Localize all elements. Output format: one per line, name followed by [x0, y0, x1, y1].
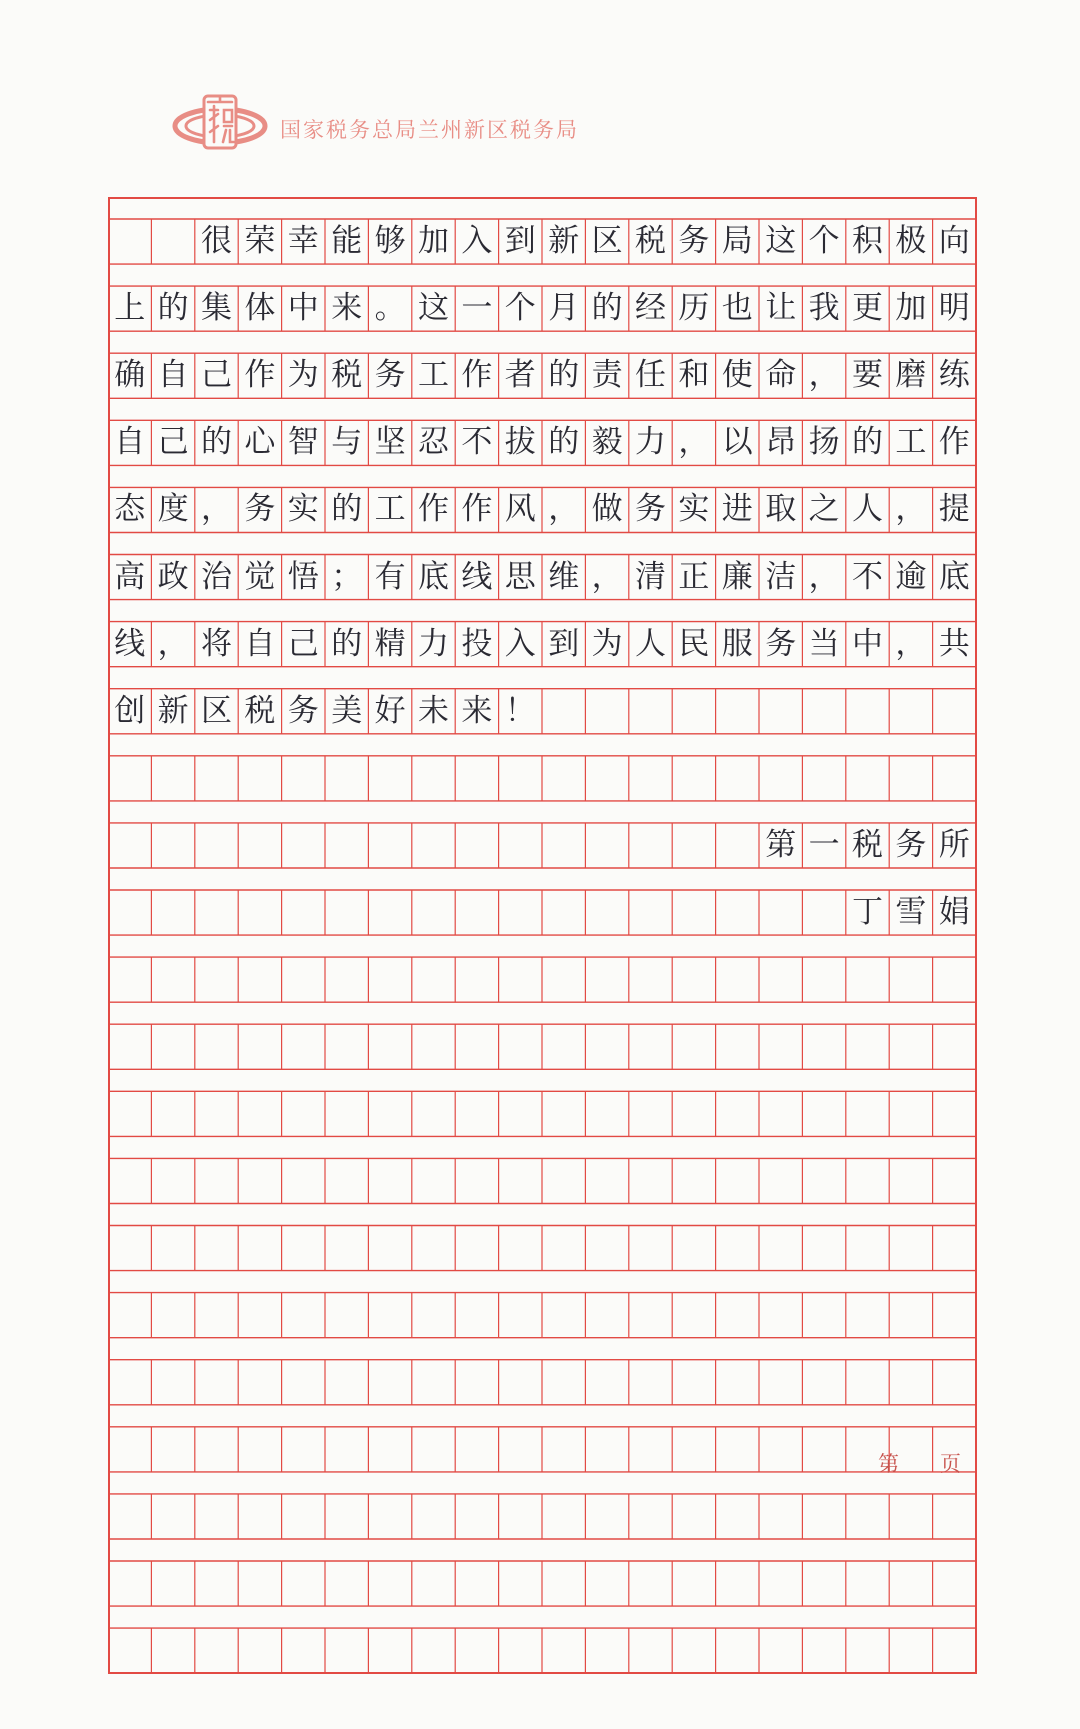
- character-cell: 扬: [808, 424, 840, 461]
- character-cell: 使: [721, 357, 753, 394]
- character-cell: 度: [157, 491, 189, 528]
- character-cell: 当: [808, 625, 840, 662]
- character-cell: 思: [504, 558, 536, 595]
- character-cell: 底: [417, 558, 449, 595]
- character-cell: 的: [331, 491, 363, 528]
- character-cell: 未: [417, 692, 449, 729]
- character-cell: 极: [895, 223, 927, 259]
- character-cell: 的: [591, 290, 623, 327]
- character-cell: 态: [114, 491, 146, 528]
- character-cell: 精: [374, 625, 406, 662]
- character-cell: 到: [504, 223, 536, 259]
- character-cell: 觉: [244, 558, 276, 595]
- character-cell: 己: [200, 357, 232, 394]
- character-cell: 上: [114, 290, 146, 327]
- character-cell: 悟: [287, 558, 319, 595]
- text-line: [108, 734, 976, 801]
- character-cell: 忍: [417, 424, 449, 461]
- character-cell: 拔: [504, 424, 536, 461]
- character-cell: 不: [461, 424, 493, 461]
- character-cell: 务: [244, 491, 276, 528]
- character-cell: 工: [417, 357, 449, 394]
- page-label-prefix: 第: [878, 1452, 899, 1476]
- text-line: [108, 533, 976, 600]
- character-cell: ，: [548, 491, 580, 528]
- character-cell: 力: [634, 424, 666, 461]
- letterhead: [172, 84, 772, 168]
- text-line: [108, 331, 976, 398]
- character-cell: 的: [331, 625, 363, 662]
- character-cell: 要: [851, 357, 883, 394]
- character-cell: 的: [200, 424, 232, 461]
- character-cell: 。: [374, 290, 406, 327]
- character-cell: 坚: [374, 424, 406, 461]
- character-cell: 新: [548, 223, 580, 259]
- character-cell: 也: [721, 290, 753, 327]
- character-cell: 荣: [244, 223, 276, 259]
- character-cell: 这: [417, 290, 449, 327]
- character-cell: 人: [634, 625, 666, 662]
- character-cell: 自: [114, 424, 146, 461]
- character-cell: 不: [851, 558, 883, 595]
- character-cell: 自: [244, 625, 276, 662]
- character-cell: 风: [504, 491, 536, 528]
- character-cell: 正: [678, 558, 710, 595]
- character-cell: 雪: [895, 894, 927, 930]
- character-cell: 高: [114, 558, 146, 595]
- character-cell: 积: [851, 223, 883, 259]
- character-cell: 人: [851, 491, 883, 528]
- character-cell: 好: [374, 692, 406, 729]
- character-cell: 一: [808, 826, 840, 863]
- character-cell: 提: [938, 491, 970, 528]
- character-cell: 娟: [938, 894, 970, 930]
- character-cell: 月: [548, 290, 580, 327]
- character-cell: 务: [678, 223, 710, 259]
- character-cell: 有: [374, 558, 406, 595]
- text-line: [108, 801, 976, 868]
- character-cell: 入: [504, 625, 536, 662]
- character-cell: 的: [548, 424, 580, 461]
- character-cell: 丁: [851, 894, 883, 930]
- character-cell: 这: [765, 223, 797, 259]
- character-cell: 入: [461, 223, 493, 259]
- character-cell: 逾: [895, 558, 927, 595]
- character-cell: 中: [287, 290, 319, 327]
- character-cell: 加: [417, 223, 449, 259]
- character-cell: 的: [157, 290, 189, 327]
- character-cell: 很: [200, 223, 232, 259]
- character-cell: ，: [200, 491, 232, 528]
- character-cell: 务: [634, 491, 666, 528]
- character-cell: 共: [938, 625, 970, 662]
- character-cell: 的: [851, 424, 883, 461]
- character-cell: 廉: [721, 558, 753, 595]
- character-cell: 毅: [591, 424, 623, 461]
- character-cell: 所: [938, 826, 970, 863]
- character-cell: 服: [721, 625, 753, 662]
- character-cell: 者: [504, 357, 536, 394]
- character-cell: 区: [200, 692, 232, 729]
- character-cell: 务: [287, 692, 319, 729]
- character-cell: 智: [287, 424, 319, 461]
- character-cell: 进: [721, 491, 753, 528]
- character-cell: 作: [461, 357, 493, 394]
- text-line: [108, 600, 976, 667]
- character-cell: 向: [938, 223, 970, 259]
- character-cell: 创: [114, 692, 146, 729]
- character-cell: 己: [287, 625, 319, 662]
- character-cell: 作: [417, 491, 449, 528]
- character-cell: 个: [504, 290, 536, 327]
- character-cell: 实: [678, 491, 710, 528]
- manuscript-grid: [108, 197, 976, 1729]
- character-cell: 为: [591, 625, 623, 662]
- character-cell: 明: [938, 290, 970, 327]
- character-cell: ，: [678, 424, 710, 461]
- character-cell: 中: [851, 625, 883, 662]
- character-cell: ，: [808, 357, 840, 394]
- character-cell: ，: [157, 625, 189, 662]
- character-cell: 区: [591, 223, 623, 259]
- character-cell: 更: [851, 290, 883, 327]
- character-cell: 第: [765, 826, 797, 863]
- character-cell: 工: [374, 491, 406, 528]
- character-cell: 务: [895, 826, 927, 863]
- character-cell: 以: [721, 424, 753, 461]
- character-cell: 和: [678, 357, 710, 394]
- character-cell: 自: [157, 357, 189, 394]
- character-cell: 昂: [765, 424, 797, 461]
- character-cell: 确: [114, 357, 146, 394]
- text-line: [108, 868, 976, 935]
- text-line: [108, 465, 976, 532]
- character-cell: 体: [244, 290, 276, 327]
- character-cell: 局: [721, 223, 753, 259]
- character-cell: 与: [331, 424, 363, 461]
- character-cell: 取: [765, 491, 797, 528]
- character-cell: 加: [895, 290, 927, 327]
- character-cell: 清: [634, 558, 666, 595]
- text-line: [108, 264, 976, 331]
- character-cell: ；: [331, 558, 363, 595]
- character-cell: 洁: [765, 558, 797, 595]
- character-cell: 税: [331, 357, 363, 394]
- character-cell: 将: [200, 625, 232, 662]
- character-cell: 己: [157, 424, 189, 461]
- tax-bureau-emblem-icon: [172, 88, 268, 158]
- character-cell: 集: [200, 290, 232, 327]
- character-cell: ，: [591, 558, 623, 595]
- text-line: [108, 667, 976, 734]
- character-cell: 民: [678, 625, 710, 662]
- character-cell: 税: [851, 826, 883, 863]
- character-cell: 线: [114, 625, 146, 662]
- character-cell: 新: [157, 692, 189, 729]
- character-cell: 工: [895, 424, 927, 461]
- character-cell: 的: [548, 357, 580, 394]
- character-cell: 线: [461, 558, 493, 595]
- character-cell: 底: [938, 558, 970, 595]
- character-cell: 个: [808, 223, 840, 259]
- character-cell: 到: [548, 625, 580, 662]
- character-cell: 让: [765, 290, 797, 327]
- character-cell: 税: [244, 692, 276, 729]
- character-cell: 实: [287, 491, 319, 528]
- character-cell: 磨: [895, 357, 927, 394]
- character-cell: 之: [808, 491, 840, 528]
- character-cell: 够: [374, 223, 406, 259]
- character-cell: 练: [938, 357, 970, 394]
- character-cell: 一: [461, 290, 493, 327]
- character-cell: 为: [287, 357, 319, 394]
- character-cell: 务: [374, 357, 406, 394]
- character-cell: 来: [461, 692, 493, 729]
- character-cell: 心: [244, 424, 276, 461]
- character-cell: 力: [417, 625, 449, 662]
- character-cell: 作: [938, 424, 970, 461]
- character-cell: 任: [634, 357, 666, 394]
- character-cell: 我: [808, 290, 840, 327]
- page-label-suffix: 页: [940, 1452, 961, 1476]
- character-cell: 政: [157, 558, 189, 595]
- character-cell: 历: [678, 290, 710, 327]
- character-cell: 税: [634, 223, 666, 259]
- character-cell: ！: [504, 692, 536, 729]
- text-line: [108, 197, 976, 264]
- character-cell: ，: [895, 625, 927, 662]
- character-cell: 能: [331, 223, 363, 259]
- organization-name: 国家税务总局兰州新区税务局: [280, 118, 579, 142]
- character-cell: 经: [634, 290, 666, 327]
- character-cell: 维: [548, 558, 580, 595]
- character-cell: ，: [895, 491, 927, 528]
- character-cell: ，: [808, 558, 840, 595]
- character-cell: 治: [200, 558, 232, 595]
- character-cell: 投: [461, 625, 493, 662]
- character-cell: 做: [591, 491, 623, 528]
- character-cell: 作: [461, 491, 493, 528]
- character-cell: 命: [765, 357, 797, 394]
- character-cell: 责: [591, 357, 623, 394]
- character-cell: 幸: [287, 223, 319, 259]
- character-cell: 务: [765, 625, 797, 662]
- character-cell: 来: [331, 290, 363, 327]
- text-line: [108, 398, 976, 465]
- character-cell: 作: [244, 357, 276, 394]
- character-cell: 美: [331, 692, 363, 729]
